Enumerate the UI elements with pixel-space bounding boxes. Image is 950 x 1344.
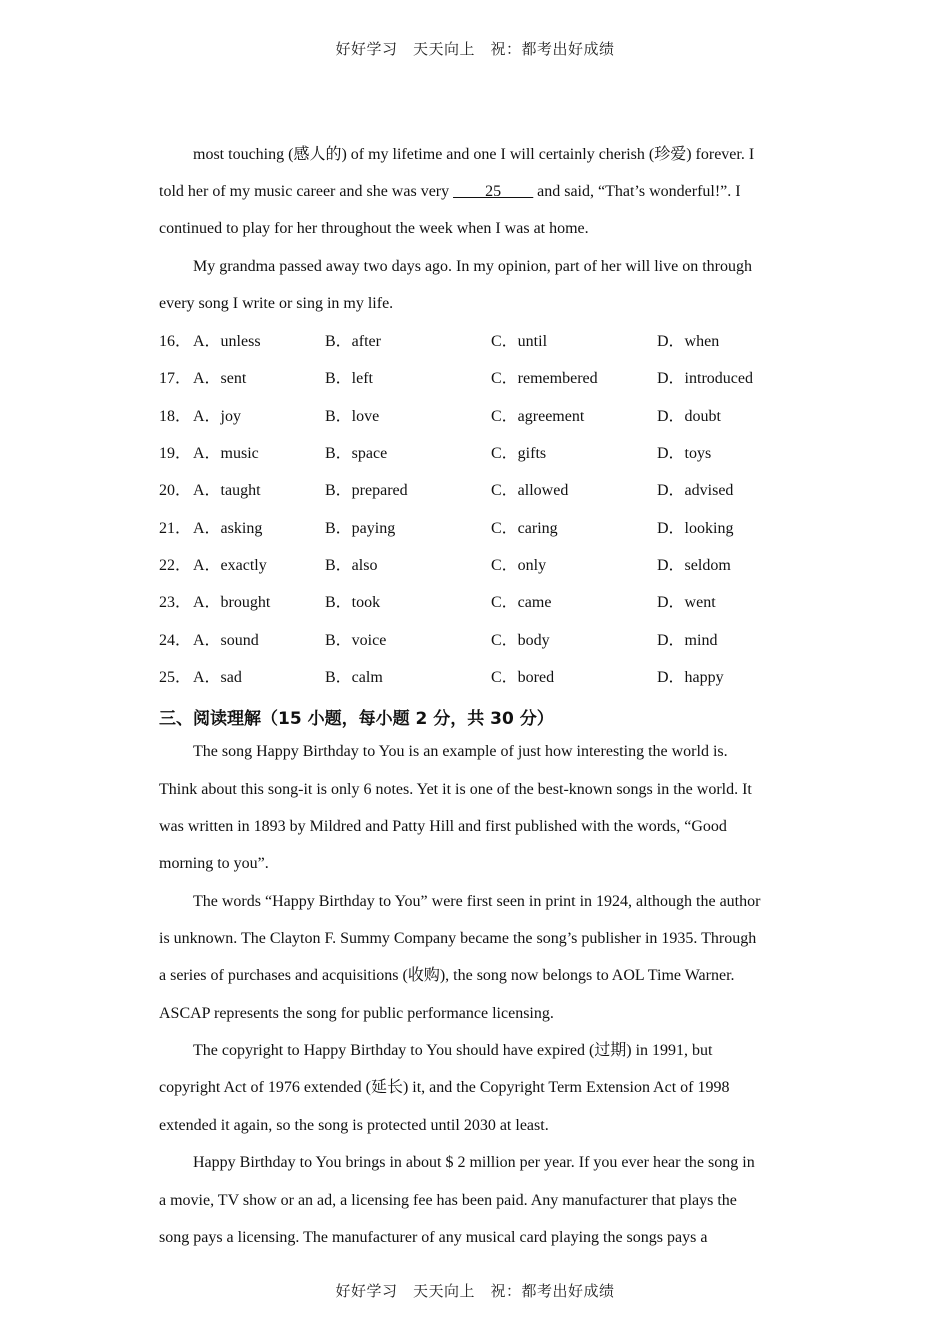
question-number: 22． (159, 557, 192, 574)
option-a: A．music (193, 445, 259, 462)
question-number: 24． (159, 632, 192, 649)
option-b: B．took (325, 594, 381, 611)
option-b: B．calm (325, 669, 383, 686)
passage-line: most touching (感人的) of my lifetime and one I will certainly cherish (珍爱) forever. I (193, 146, 755, 163)
option-d: D．mind (657, 632, 718, 649)
option-a: A．joy (193, 408, 242, 425)
option-d: D．seldom (657, 557, 731, 574)
option-d: D．when (657, 333, 720, 350)
passage-line-with-blank (159, 182, 741, 202)
option-d: D．toys (657, 445, 712, 462)
page-footer: 好好学习 天天向上 祝：都考出好成绩 (335, 1282, 615, 1300)
option-a: A．sent (193, 370, 247, 387)
option-a: A．sound (193, 632, 259, 649)
option-b: B．love (325, 408, 380, 425)
option-d: D．doubt (657, 408, 722, 425)
option-c: C．until (491, 333, 548, 350)
option-c: C．bored (491, 669, 555, 686)
question-number: 17． (159, 370, 192, 387)
passage-text: told her of my music career and she was very (159, 183, 454, 200)
option-b: B．left (325, 370, 373, 387)
reading-line: The copyright to Happy Birthday to You should have expired (过期) in 1991, but (193, 1042, 713, 1059)
option-b: B．prepared (325, 482, 408, 499)
option-a: A．taught (193, 482, 261, 499)
option-c: C．agreement (491, 408, 585, 425)
passage-line: continued to play for her throughout the week when I was at home. (159, 220, 589, 237)
question-number: 21． (159, 520, 192, 537)
option-d: D．went (657, 594, 716, 611)
passage-text: and said, “That’s wonderful!”. I (533, 183, 741, 200)
option-c: C．came (491, 594, 552, 611)
option-a: A．sad (193, 669, 242, 686)
reading-line: morning to you”. (159, 855, 269, 872)
reading-line: Think about this song-it is only 6 notes. Yet it is one of the best-known songs in the world. It (159, 781, 752, 798)
option-a: A．unless (193, 333, 261, 350)
section-title: 三、阅读理解（15 小题，每小题 2 分，共 30 分） (159, 709, 554, 729)
option-a: A．asking (193, 520, 263, 537)
reading-line: The words “Happy Birthday to You” were first seen in print in 1924, although the author (193, 893, 761, 910)
option-c: C．remembered (491, 370, 598, 387)
option-d: D．introduced (657, 370, 753, 387)
option-b: B．voice (325, 632, 387, 649)
option-a: A．exactly (193, 557, 267, 574)
reading-line: ASCAP represents the song for public performance licensing. (159, 1005, 554, 1022)
option-b: B．paying (325, 520, 396, 537)
reading-line: a movie, TV show or an ad, a licensing fee has been paid. Any manufacturer that plays the (159, 1192, 737, 1209)
option-c: C．body (491, 632, 550, 649)
option-b: B．after (325, 333, 381, 350)
option-b: B．space (325, 445, 388, 462)
question-number: 25． (159, 669, 192, 686)
option-c: C．only (491, 557, 547, 574)
option-c: C．allowed (491, 482, 569, 499)
page-header: 好好学习 天天向上 祝：都考出好成绩 (335, 40, 615, 58)
question-number: 18． (159, 408, 192, 425)
option-a: A．brought (193, 594, 271, 611)
passage-line: My grandma passed away two days ago. In my opinion, part of her will live on through (193, 258, 752, 275)
reading-line: song pays a licensing. The manufacturer of any musical card playing the songs pays a (159, 1229, 708, 1246)
reading-line: a series of purchases and acquisitions (收购), the song now belongs to AOL Time Warner. (159, 967, 735, 984)
option-b: B．also (325, 557, 378, 574)
question-number: 16． (159, 333, 192, 350)
option-c: C．gifts (491, 445, 547, 462)
option-d: D．advised (657, 482, 734, 499)
reading-line: extended it again, so the song is protected until 2030 at least. (159, 1117, 549, 1134)
reading-line: was written in 1893 by Mildred and Patty Hill and first published with the words, “Good (159, 818, 727, 835)
option-d: D．looking (657, 520, 734, 537)
passage-line: every song I write or sing in my life. (159, 295, 394, 312)
reading-line: Happy Birthday to You brings in about $ 2 million per year. If you ever hear the song in (193, 1154, 755, 1171)
question-number: 19． (159, 445, 192, 462)
question-number: 23． (159, 594, 192, 611)
reading-line: The song Happy Birthday to You is an example of just how interesting the world is. (193, 743, 728, 760)
reading-line: copyright Act of 1976 extended (延长) it, and the Copyright Term Extension Act of 1998 (159, 1079, 730, 1096)
option-c: C．caring (491, 520, 558, 537)
reading-line: is unknown. The Clayton F. Summy Company became the song’s publisher in 1935. Through (159, 930, 757, 947)
answer-blank-25: ____25____ (453, 183, 534, 200)
question-number: 20． (159, 482, 192, 499)
option-d: D．happy (657, 669, 724, 686)
